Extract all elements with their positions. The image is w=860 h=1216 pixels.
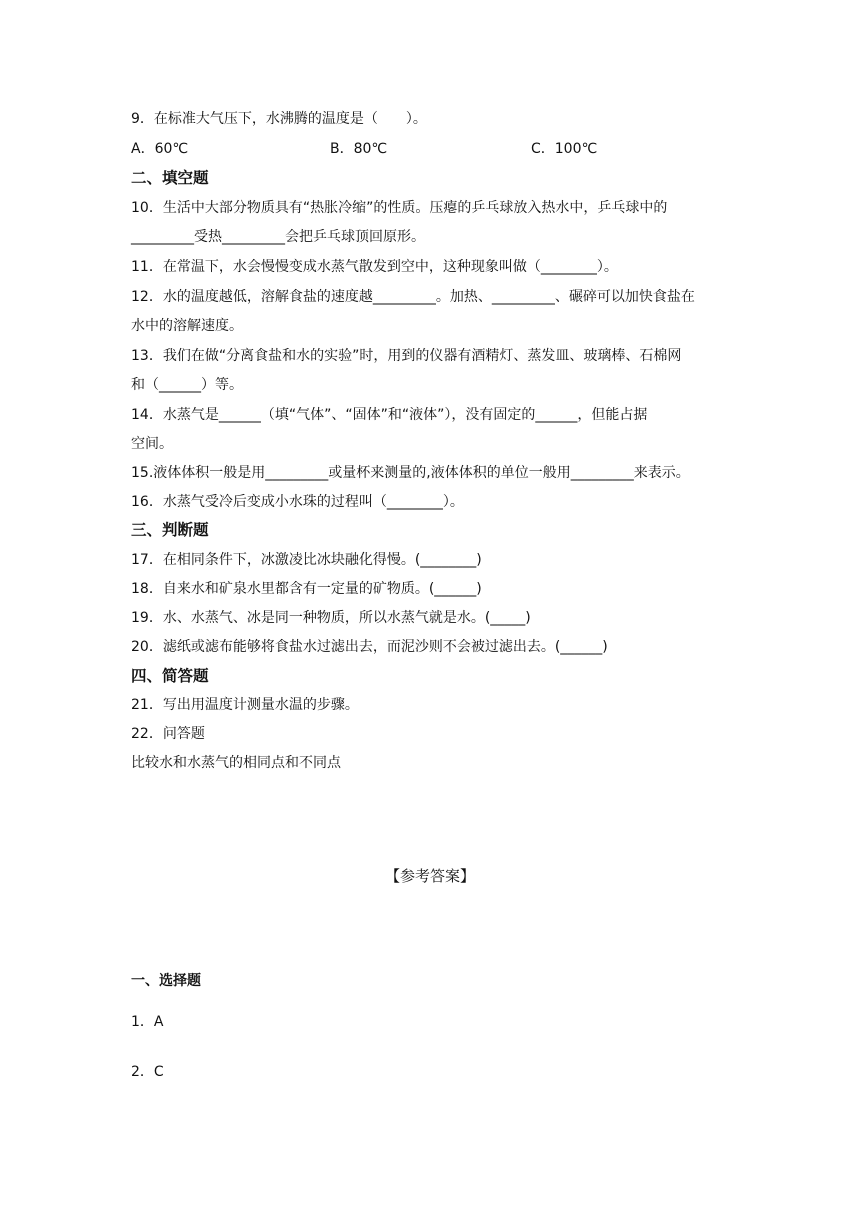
question-17: 17．在相同条件下，冰激凌比冰块融化得慢。(________): [131, 552, 482, 568]
section-heading-true-false: 三、判断题: [131, 521, 209, 539]
answer-1: 1．A: [131, 1014, 164, 1030]
question-14-line-2: 空间。: [131, 436, 173, 452]
answer-key-title: 【参考答案】: [384, 867, 475, 885]
question-14-line-1: 14．水蒸气是______（填“气体”、“固体”和“液体”），没有固定的______，但能占据: [131, 407, 648, 423]
question-11: 11．在常温下，水会慢慢变成水蒸气散发到空中，这种现象叫做（________）。: [131, 259, 618, 275]
question-9-option-b: B．80℃: [330, 141, 388, 157]
question-13-line-1: 13．我们在做“分离食盐和水的实验”时，用到的仪器有酒精灯、蒸发皿、玻璃棒、石棉网: [131, 348, 682, 364]
section-heading-fill-in: 二、填空题: [131, 169, 209, 187]
question-19: 19．水、水蒸气、冰是同一种物质，所以水蒸气就是水。(_____): [131, 610, 531, 626]
question-12-line-1: 12．水的温度越低，溶解食盐的速度越_________。加热、_________、碾碎可以加快食盐在: [131, 289, 695, 305]
question-12-line-2: 水中的溶解速度。: [131, 318, 243, 334]
question-10-line-1: 10．生活中大部分物质具有“热胀冷缩”的性质。压瘪的乒乓球放入热水中，乒乓球中的: [131, 200, 668, 216]
question-18: 18．自来水和矿泉水里都含有一定量的矿物质。(______): [131, 581, 482, 597]
answer-section-heading-choice: 一、选择题: [131, 973, 201, 989]
question-9-option-a: A．60℃: [131, 141, 189, 157]
question-10-line-2: _________受热_________会把乒乓球顶回原形。: [131, 229, 425, 245]
question-9-stem: 9．在标准大气压下，水沸腾的温度是（ ）。: [131, 111, 427, 127]
question-20: 20．滤纸或滤布能够将食盐水过滤出去，而泥沙则不会被过滤出去。(______): [131, 639, 608, 655]
question-22-line-1: 22．问答题: [131, 726, 205, 742]
section-heading-short-answer: 四、简答题: [131, 667, 209, 685]
question-16: 16．水蒸气受冷后变成小水珠的过程叫（________）。: [131, 494, 464, 510]
question-22-line-2: 比较水和水蒸气的相同点和不同点: [131, 755, 341, 771]
answer-2: 2．C: [131, 1064, 164, 1080]
question-9-option-c: C．100℃: [531, 141, 598, 157]
question-21: 21．写出用温度计测量水温的步骤。: [131, 697, 359, 713]
question-13-line-2: 和（______）等。: [131, 377, 243, 393]
question-15: 15.液体体积一般是用_________或量杯来测量的,液体体积的单位一般用_________来表示。: [131, 465, 690, 481]
